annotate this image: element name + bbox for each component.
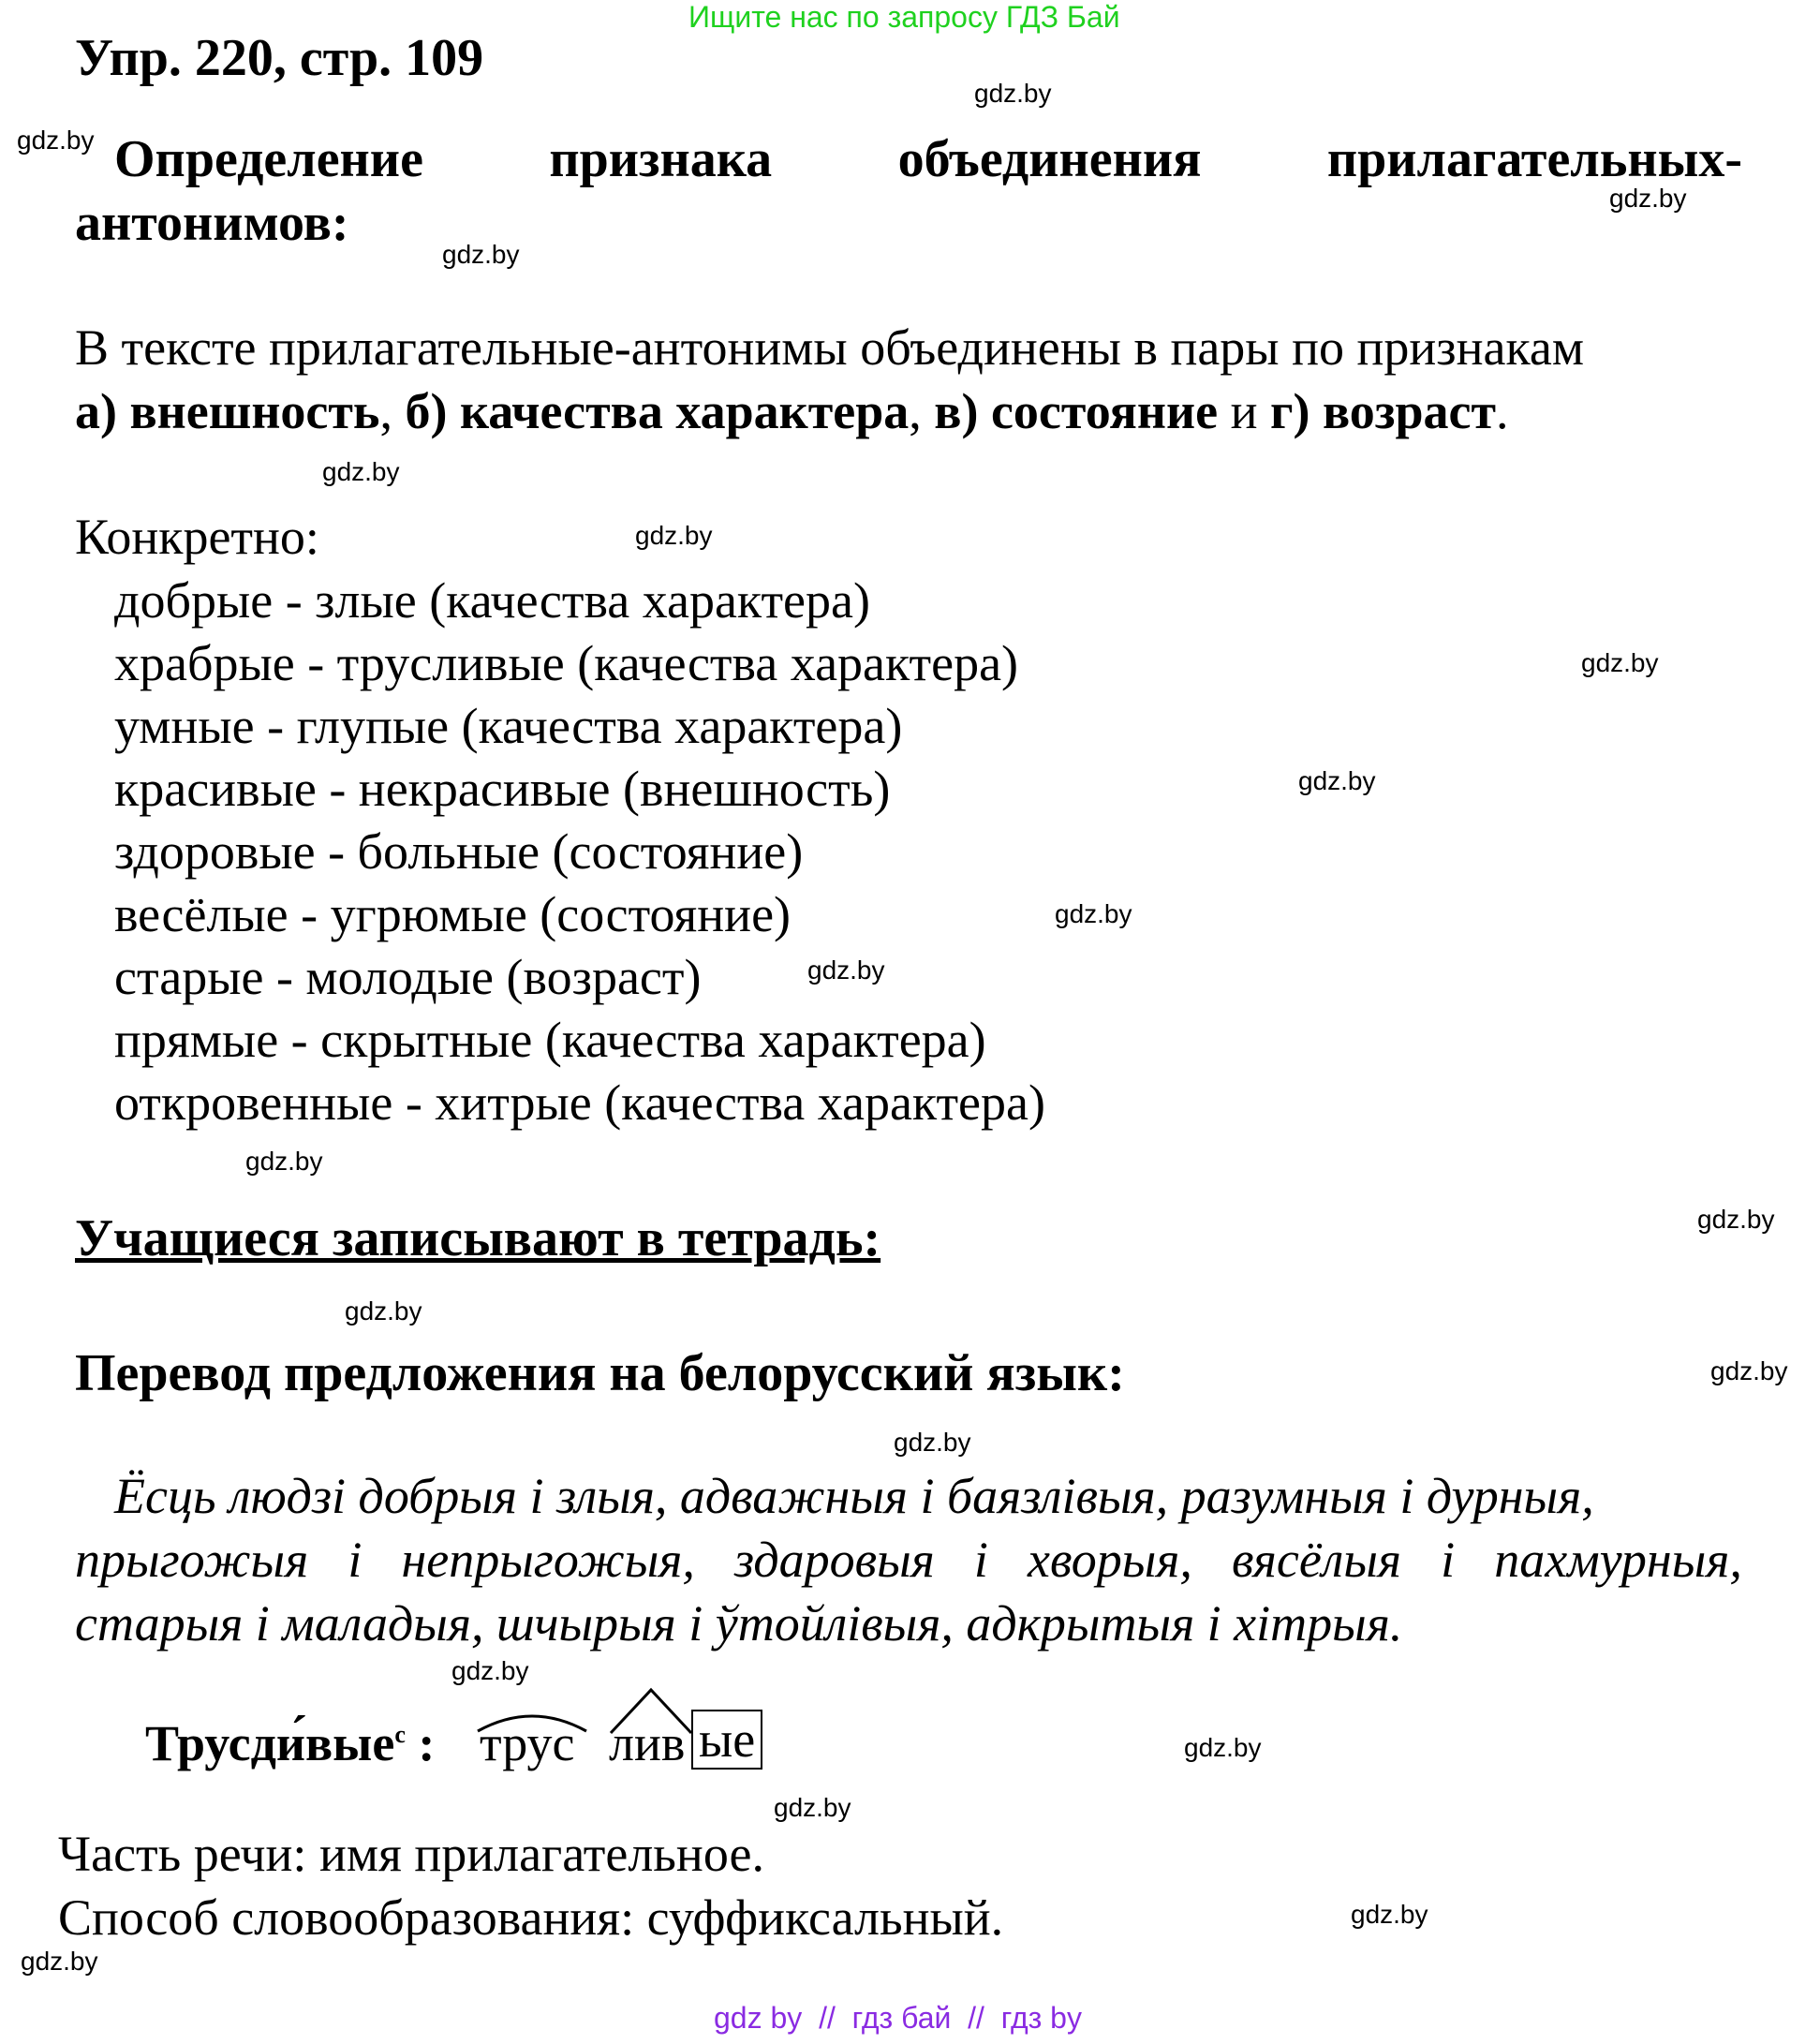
watermark: gdz.by (894, 1428, 971, 1457)
criterion-state: в) состояние (934, 383, 1219, 439)
watermark: gdz.by (442, 240, 520, 269)
watermark: gdz.by (245, 1147, 323, 1176)
translation-line2 (75, 1531, 1742, 1589)
watermark: gdz.by (1298, 766, 1376, 795)
watermark: gdz.by (1697, 1205, 1775, 1234)
heading-definition-line2: антонимов: (75, 194, 349, 252)
watermark: gdz.by (1184, 1733, 1262, 1762)
heading-word: Определение (114, 130, 423, 188)
criterion-appearance: а) внешность (75, 383, 380, 439)
suffix-caret-icon (609, 1686, 693, 1735)
part-of-speech: Часть речи: имя прилагательное. (58, 1826, 764, 1882)
watermark: gdz.by (1351, 1900, 1428, 1929)
students-heading: Учащиеся записывают в тетрадь: (75, 1209, 881, 1267)
watermark: gdz.by (451, 1656, 529, 1685)
morph-ending (691, 1711, 762, 1769)
morph-suffix (609, 1714, 685, 1772)
translation-word: і (348, 1532, 363, 1588)
translation-word: і (973, 1532, 988, 1588)
separator: и (1218, 383, 1270, 439)
paragraph-line2 (75, 382, 1509, 440)
bottom-banner[interactable]: gdz by // гдз бай // гдз by (714, 2001, 1082, 2035)
translation-heading: Перевод предложения на белорусский язык: (75, 1344, 1125, 1402)
translation-word: вясёлыя (1232, 1532, 1401, 1588)
heading-word: признака (549, 130, 773, 188)
watermark: gdz.by (774, 1793, 851, 1822)
antonym-pair: храбрые - трусливые (качества характера) (114, 635, 1019, 691)
separator: , (909, 383, 935, 439)
colon: : (418, 1715, 436, 1771)
criterion-character: б) качества характера (405, 383, 910, 439)
translation-word: пахмурныя, (1494, 1532, 1742, 1588)
formation-method: Способ словообразования: суффиксальный. (58, 1889, 1004, 1946)
period: . (1496, 383, 1509, 439)
root-arc-icon (476, 1707, 588, 1735)
watermark: gdz.by (17, 126, 95, 155)
translation-word: здаровыя (734, 1532, 935, 1588)
concretely-label: Конкретно: (75, 509, 319, 565)
antonym-pair: прямые - скрытные (качества характера) (114, 1012, 986, 1068)
stress-mark-superscript: с (394, 1721, 406, 1748)
antonym-pair: умные - глупые (качества характера) (114, 698, 903, 754)
ending-box: ые (691, 1710, 762, 1770)
watermark: gdz.by (1055, 899, 1132, 928)
watermark: gdz.by (974, 79, 1052, 108)
paragraph-line1: В тексте прилагательные-антонимы объединены в пары по признакам (75, 319, 1585, 376)
translation-line1: Ёсць людзі добрыя і злыя, адважныя і баязлівыя, разумныя і дурныя, (114, 1468, 1594, 1524)
translation-word: непрыгожыя, (401, 1532, 695, 1588)
heading-word: прилагательных- (1326, 130, 1742, 188)
morph-analysis (145, 1714, 435, 1772)
translation-word: прыгожыя (75, 1532, 309, 1588)
antonym-pair: здоровые - больные (состояние) (114, 823, 804, 880)
heading-word: объединения (897, 130, 1202, 188)
watermark: gdz.by (1609, 184, 1687, 213)
watermark: gdz.by (635, 521, 713, 550)
watermark: gdz.by (1710, 1356, 1788, 1385)
morph-root (480, 1714, 575, 1772)
analyzed-word: Трусди́вые (145, 1715, 395, 1771)
watermark: gdz.by (345, 1296, 422, 1326)
exercise-title: Упр. 220, стр. 109 (75, 29, 484, 87)
separator: , (379, 383, 406, 439)
translation-line3: старыя і маладыя, шчырыя і ўтойлівыя, адкрытыя і хітрыя. (75, 1595, 1403, 1651)
antonym-pair: старые - молодые (возраст) (114, 949, 702, 1005)
heading-definition (114, 129, 1742, 189)
antonym-pair: весёлые - угрюмые (состояние) (114, 886, 792, 942)
watermark: gdz.by (807, 955, 885, 985)
watermark: gdz.by (322, 457, 400, 486)
antonym-pair: красивые - некрасивые (внешность) (114, 761, 891, 817)
top-banner[interactable]: Ищите нас по запросу ГДЗ Бай (688, 0, 1120, 34)
translation-word: хворыя, (1028, 1532, 1192, 1588)
antonym-pair: добрые - злые (качества характера) (114, 572, 870, 629)
antonym-pair: откровенные - хитрые (качества характера) (114, 1074, 1045, 1131)
root-text: трус (480, 1715, 575, 1771)
criterion-age: г) возраст (1269, 383, 1497, 439)
watermark: gdz.by (21, 1947, 98, 1976)
watermark: gdz.by (1581, 648, 1659, 677)
translation-word: і (1441, 1532, 1456, 1588)
suffix-text: лив (609, 1715, 686, 1771)
